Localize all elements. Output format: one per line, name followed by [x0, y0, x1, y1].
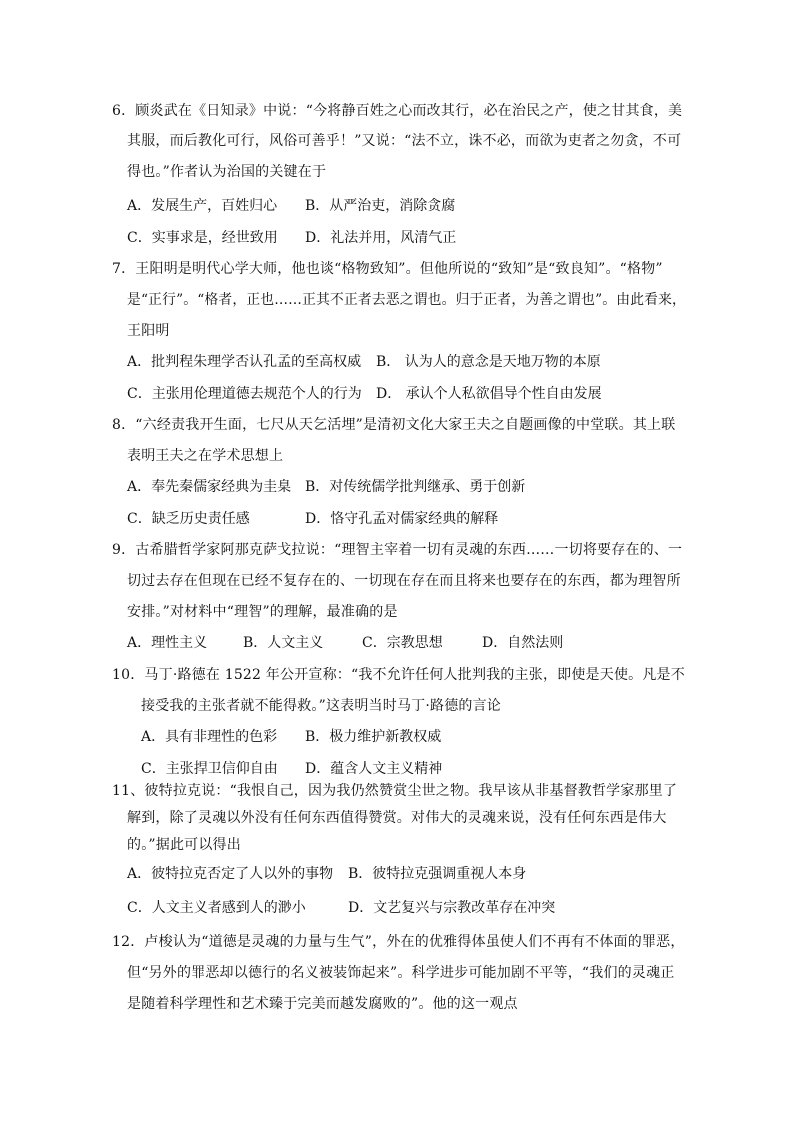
question-11-line-1: 11、彼特拉克说：“我恨自己，因为我仍然赞赏尘世之物。我早该从非基督教哲学家那里了 [112, 783, 678, 799]
question-7-option-c: C．主张用伦理道德去规范个人的行为 [127, 386, 362, 402]
question-11-line-3: 的。”据此可以得出 [127, 837, 241, 853]
question-9-line-2: 切过去存在但现在已经不复存在的、一切现在存在而且将来也要存在的东西，都为理智所 [127, 573, 681, 589]
question-9-option-b: B．人文主义 [243, 635, 324, 651]
question-9-line-3: 安排。”对材料中“理智”的理解，最准确的是 [127, 604, 398, 620]
question-8-line-1: 8．“六经责我开生面，七尺从天乞活埋”是清初文化大家王夫之自题画像的中堂联。其上联 [112, 417, 676, 433]
question-9-option-d: D．自然法则 [482, 635, 564, 651]
question-7-option-b: B． 认为人的意念是天地万物的本原 [376, 354, 601, 370]
question-7-line-3: 王阳明 [127, 323, 170, 339]
question-6-line-3: 得也。”作者认为治国的关键在于 [127, 164, 327, 180]
question-10-line-1: 10．马丁·路德在 1522 年公开宣称：“我不允许任何人批判我的主张，即使是天使。凡是不 [112, 667, 685, 683]
question-9-line-1: 9．古希腊哲学家阿那克萨戈拉说：“理智主宰着一切有灵魂的东西……一切将要存在的、一 [112, 542, 683, 558]
question-8-line-2: 表明王夫之在学术思想上 [127, 448, 284, 464]
question-11-option-b: B．彼特拉克强调重视人本身 [348, 866, 527, 882]
question-6-line-1: 6．顾炎武在《日知录》中说：“今将静百姓之心而改其行，必在治民之产，使之甘其食，美 [112, 103, 683, 119]
question-9-option-a: A．理性主义 [127, 635, 208, 651]
question-6-option-b: B．从严治吏，消除贪腐 [305, 198, 456, 214]
question-10-option-a: A．具有非理性的色彩 [141, 729, 278, 745]
question-11-option-c: C．人文主义者感到人的渺小 [127, 900, 306, 916]
question-7-option-d: D． 承认个人私欲倡导个性自由发展 [376, 386, 602, 402]
question-12-line-1: 12．卢梭认为“道德是灵魂的力量与生气”，外在的优雅得体虽使人们不再有不体面的罪恶， [112, 934, 685, 950]
question-10-option-c: C．主张捍卫信仰自由 [141, 761, 278, 777]
question-8-option-d: D．恪守孔孟对儒家经典的解释 [305, 511, 499, 527]
question-6-option-c: C．实事求是，经世致用 [127, 230, 278, 246]
question-7-line-1: 7．王阳明是明代心学大师，他也谈“格物致知”。但他所说的“致知”是“致良知”。“格物” [112, 261, 663, 277]
question-8-option-b: B．对传统儒学批判继承、勇于创新 [305, 479, 526, 495]
question-9-option-c: C．宗教思想 [362, 635, 443, 651]
question-8-option-a: A．奉先秦儒家经典为圭臬 [127, 479, 292, 495]
question-10-option-d: D．蕴含人文主义精神 [305, 761, 443, 777]
question-10-line-2: 接受我的主张者就不能得救。”这表明当时马丁·路德的言论 [141, 698, 502, 714]
question-6-option-d: D．礼法并用，风清气正 [305, 230, 457, 246]
question-8-option-c: C．缺乏历史责任感 [127, 511, 250, 527]
question-10-option-b: B．极力维护新教权威 [305, 729, 442, 745]
question-7-option-a: A．批判程朱理学否认孔孟的至高权威 [127, 354, 362, 370]
question-11-option-d: D．文艺复兴与宗教改革存在冲突 [348, 900, 556, 916]
question-6-option-a: A．发展生产，百姓归心 [127, 198, 278, 214]
question-6-line-2: 其服，而后教化可行，风俗可善乎！”又说：“法不立，诛不必，而欲为吏者之勿贪，不可 [127, 133, 682, 149]
question-11-line-2: 解到，除了灵魂以外没有任何东西值得赞赏。对伟大的灵魂来说，没有任何东西是伟大 [127, 810, 667, 826]
question-12-line-2: 但“另外的罪恶却以德行的名义被装饰起来”。科学进步可能加剧不平等，“我们的灵魂正 [127, 965, 675, 981]
question-11-option-a: A．彼特拉克否定了人以外的事物 [127, 866, 334, 882]
question-12-line-3: 是随着科学理性和艺术臻于完美而越发腐败的”。他的这一观点 [127, 996, 518, 1012]
question-7-line-2: 是“正行”。“格者，正也……正其不正者去恶之谓也。归于正者，为善之谓也”。由此看来， [127, 292, 687, 308]
